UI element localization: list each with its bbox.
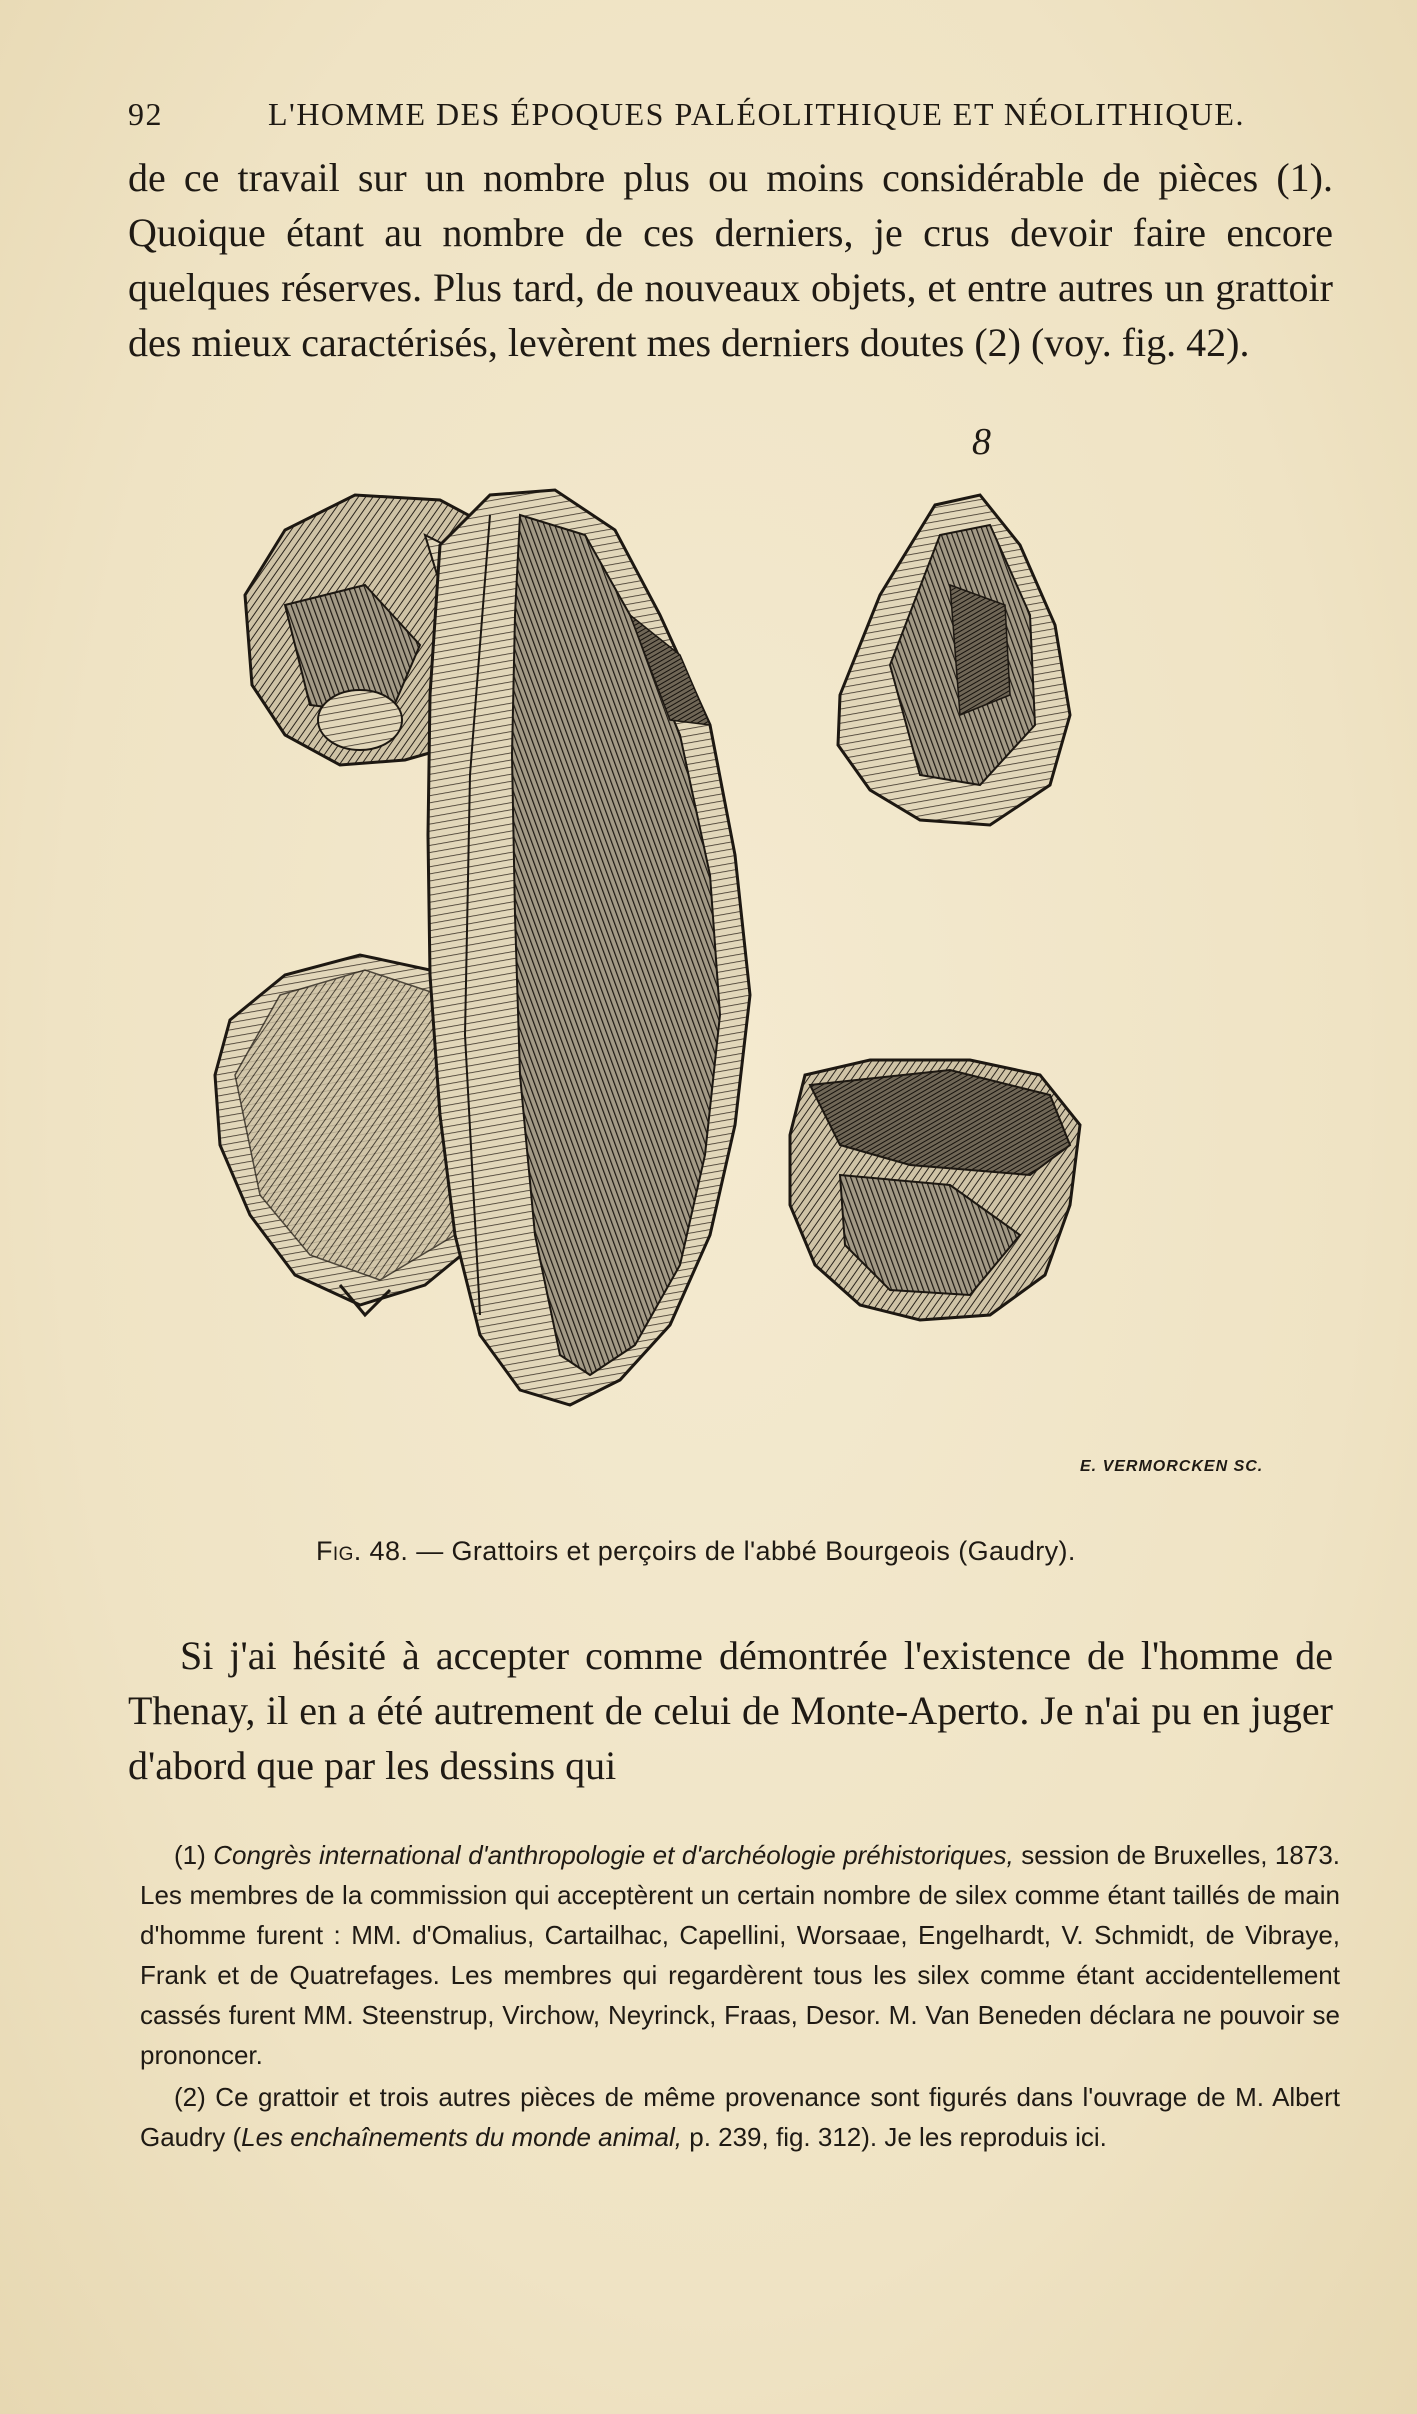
footnote-2-title: Les enchaînements du monde animal, bbox=[241, 2122, 682, 2152]
figure-engraving bbox=[190, 475, 1280, 1505]
footnotes bbox=[140, 1835, 1340, 2159]
flint-top-right bbox=[838, 495, 1070, 825]
running-title: L'HOMME DES ÉPOQUES PALÉOLITHIQUE ET NÉOLITHIQUE. bbox=[268, 96, 1245, 132]
caption-text: — Grattoirs et perçoirs de l'abbé Bourgeois (Gaudry). bbox=[416, 1536, 1076, 1566]
flint-long-blade bbox=[428, 490, 750, 1405]
footnote-2-text-a: Ce grattoir et trois autres pièces de même provenance sont figurés dans l'ouvrage de M. Albert Gaudry ( bbox=[140, 2082, 1340, 2152]
footnote-2-text-b: p. 239, fig. 312). Je les reproduis ici. bbox=[689, 2122, 1107, 2152]
running-head bbox=[128, 96, 1328, 146]
footnote-2-number: (2) bbox=[174, 2082, 206, 2112]
footnote-1-number: (1) bbox=[174, 1840, 206, 1870]
caption-figure-number: Fig. 48. bbox=[316, 1536, 409, 1566]
flint-tools-illustration bbox=[190, 475, 1280, 1505]
footnote-1 bbox=[140, 1835, 1340, 2075]
flint-bottom-right bbox=[790, 1060, 1080, 1320]
page-number: 92 bbox=[128, 96, 163, 132]
footnote-1-title: Congrès international d'anthropologie et d'archéologie préhistoriques, bbox=[213, 1840, 1014, 1870]
figure-marker: 8 bbox=[972, 421, 991, 463]
bottom-paragraph-text: Si j'ai hésité à accepter comme démontrée l'existence de l'homme de Thenay, il en a été autrement de celui de Monte-Aperto. Je n'ai pu en juger d'abord que par les dessins qui bbox=[128, 1633, 1333, 1788]
footnote-1-text: session de Bruxelles, 1873. Les membres de la commission qui acceptèrent un certain nombre de silex comme étant taillés de main d'homme furent : MM. d'Omalius, Cartailhac, Capellini, Worsaae, Engelhardt, V. Schmidt, de Vibraye, Frank et de Quatrefages. Les membres qui regardèrent tous les silex comme étant accidentellement cassés furent MM. Steenstrup, Virchow, Neyrinck, Fraas, Desor. M. Van Beneden déclara ne pouvoir se prononcer. bbox=[140, 1840, 1340, 2070]
footnote-2 bbox=[140, 2077, 1340, 2157]
top-paragraph-text: de ce travail sur un nombre plus ou moins considérable de pièces (1). Quoique étant au nombre de ces derniers, je crus devoir faire encore quelques réserves. Plus tard, de nouveaux objets, et entre autres un grattoir des mieux caractérisés, levèrent mes derniers doutes (2) (voy. fig. 42). bbox=[128, 155, 1333, 365]
top-paragraph bbox=[128, 150, 1333, 370]
engraver-signature: E. VERMORCKEN SC. bbox=[1080, 1458, 1264, 1475]
figure-caption bbox=[316, 1536, 1216, 1567]
bottom-paragraph bbox=[128, 1628, 1333, 1793]
